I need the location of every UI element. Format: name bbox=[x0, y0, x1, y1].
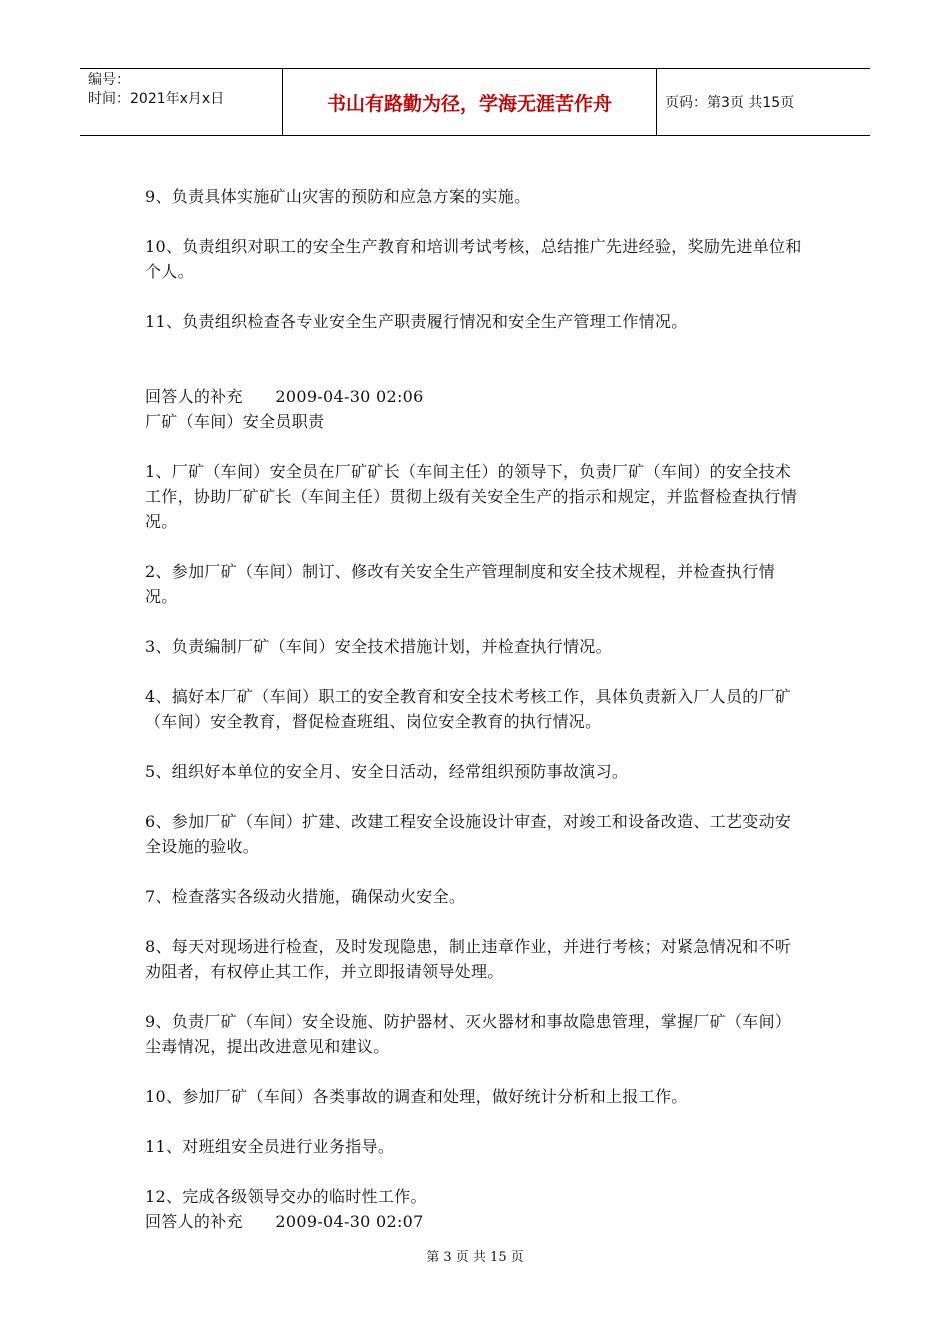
paragraph: 9、负责具体实施矿山灾害的预防和应急方案的实施。 bbox=[145, 187, 531, 206]
paragraph: 5、组织好本单位的安全月、安全日活动，经常组织预防事故演习。 bbox=[145, 762, 629, 781]
header-page-info: 页码：第3页 共15页 bbox=[665, 95, 795, 111]
paragraph: 3、负责编制厂矿（车间）安全技术措施计划，并检查执行情况。 bbox=[145, 637, 612, 656]
page-header bbox=[80, 68, 870, 136]
paragraph: 11、负责组织检查各专业安全生产职责履行情况和安全生产管理工作情况。 bbox=[145, 312, 688, 331]
code-label: 编号： bbox=[88, 72, 130, 88]
paragraph: 10、负责组织对职工的安全生产教育和培训考试考核，总结推广先进经验，奖励先进单位和个人。 bbox=[145, 237, 802, 281]
paragraph: 8、每天对现场进行检查，及时发现隐患，制止违章作业，并进行考核；对紧急情况和不听劝阻者，有权停止其工作，并立即报请领导处理。 bbox=[145, 937, 792, 981]
answer-supplement-heading: 回答人的补充 2009-04-30 02:07 bbox=[145, 1212, 424, 1231]
paragraph: 10、参加厂矿（车间）各类事故的调查和处理，做好统计分析和上报工作。 bbox=[145, 1087, 688, 1106]
paragraph: 6、参加厂矿（车间）扩建、改建工程安全设施设计审查，对竣工和设备改造、工艺变动安全设施的验收。 bbox=[145, 812, 792, 856]
paragraph: 4、搞好本厂矿（车间）职工的安全教育和安全技术考核工作，具体负责新入厂人员的厂矿（车间）安全教育，督促检查班组、岗位安全教育的执行情况。 bbox=[145, 687, 792, 731]
header-meta bbox=[80, 69, 283, 135]
answer-supplement-heading: 回答人的补充 2009-04-30 02:06 bbox=[145, 387, 424, 406]
section-title: 厂矿（车间）安全员职责 bbox=[145, 412, 325, 431]
paragraph: 9、负责厂矿（车间）安全设施、防护器材、灭火器材和事故隐患管理，掌握厂矿（车间）尘毒情况，提出改进意见和建议。 bbox=[145, 1012, 792, 1056]
paragraph: 2、参加厂矿（车间）制订、修改有关安全生产管理制度和安全技术规程，并检查执行情况。 bbox=[145, 562, 775, 606]
paragraph: 1、厂矿（车间）安全员在厂矿矿长（车间主任）的领导下，负责厂矿（车间）的安全技术工作，协助厂矿矿长（车间主任）贯彻上级有关安全生产的指示和规定，并监督检查执行情况。 bbox=[145, 462, 798, 531]
document-body bbox=[145, 184, 805, 1234]
header-motto: 书山有路勤为径，学海无涯苦作舟 bbox=[283, 69, 657, 135]
page-footer: 第 3 页 共 15 页 bbox=[426, 1250, 524, 1265]
paragraph: 7、检查落实各级动火措施，确保动火安全。 bbox=[145, 887, 466, 906]
time-label: 时间：2021年x月x日 bbox=[88, 91, 225, 107]
paragraph: 12、完成各级领导交办的临时性工作。 bbox=[145, 1187, 427, 1206]
paragraph: 11、对班组安全员进行业务指导。 bbox=[145, 1137, 395, 1156]
